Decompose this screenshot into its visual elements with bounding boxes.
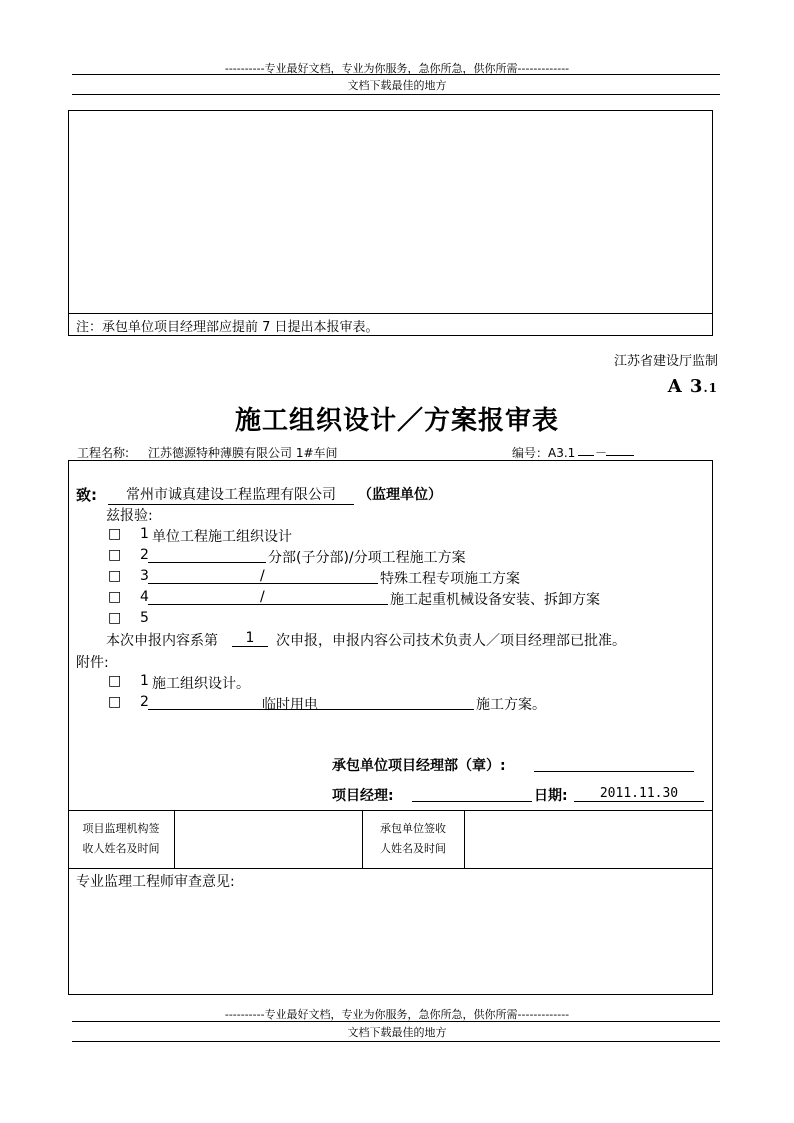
attachments-label: 附件: [76,655,109,671]
submit-intro: 兹报验: [106,508,153,524]
item-3-text: 特殊工程专项施工方案 [380,571,520,587]
attachment-1-checkbox[interactable]: □ [108,673,122,689]
report-line-prefix: 本次申报内容系第 [106,633,218,649]
item-1-checkbox[interactable]: □ [108,526,122,542]
item-4-number: 4 [140,589,149,605]
review-opinion-field[interactable] [69,892,712,992]
item-4-blank[interactable] [148,604,388,605]
item-5-checkbox[interactable]: □ [108,610,122,626]
form-title: 施工组织设计／方案报审表 [234,406,559,436]
form-number-dash: － [595,446,608,460]
supervision-unit: 常州市诚真建设工程监理有限公司 [108,484,354,505]
header-subtitle: 文档下载最佳的地方 [347,79,447,92]
attachment-1-number: 1 [140,673,149,689]
to-label: 致: [76,486,97,504]
attachment-2-checkbox[interactable]: □ [108,694,122,710]
form-number-blank-2[interactable] [606,455,634,456]
item-1-text: 单位工程施工组织设计 [152,529,292,545]
item-4-separator: / [260,589,265,605]
supervising-agency: 江苏省建设厅监制 [613,354,718,369]
review-label: 专业监理工程师审查意见: [76,874,235,890]
attachment-2-text: 施工方案。 [476,697,546,713]
footer-subtitle: 文档下载最佳的地方 [347,1026,447,1039]
project-name: 江苏德源特种薄膜有限公司 1#车间 [148,446,338,460]
previous-form-divider [68,313,713,314]
project-manager-signature-line[interactable] [412,801,532,802]
contractor-receipt-field[interactable] [465,811,712,867]
project-name-label: 工程名称: [77,446,130,460]
supervisor-receipt-field[interactable] [175,811,361,867]
receipt-row-bottom [68,868,713,869]
item-5-number: 5 [140,610,149,626]
footer-rule [72,1021,720,1022]
attachment-2-fill: 临时用电 [262,697,318,713]
submission-note: 注：承包单位项目经理部应提前 7 日提出本报审表。 [76,320,379,335]
item-1-number: 1 [140,526,149,542]
supervision-unit-suffix: （监理单位） [358,487,442,503]
report-line-suffix: 次申报，申报内容公司技术负责人／项目经理部已批准。 [276,633,626,649]
item-2-number: 2 [140,547,149,563]
supervisor-receipt-label: 项目监理机构签 收人姓名及时间 [82,822,160,855]
item-3-checkbox[interactable]: □ [108,568,122,584]
item-3-number: 3 [140,568,149,584]
contractor-dept-label: 承包单位项目经理部（章）: [332,758,506,774]
contractor-receipt-label: 承包单位签收 人姓名及时间 [380,822,446,855]
previous-form-box [68,110,713,336]
header-slogan: ----------专业最好文档，专业为你服务，急你所急，供你所需------------- [224,62,570,75]
form-number-blank-1[interactable] [578,455,594,456]
project-manager-label: 项目经理: [332,788,394,804]
item-3-separator: / [260,568,265,584]
date-value: 2011.11.30 [574,786,704,802]
item-4-text: 施工起重机械设备安装、拆卸方案 [390,592,600,608]
header-rule-bottom [72,94,720,95]
item-4-checkbox[interactable]: □ [108,589,122,605]
attachment-2-number: 2 [140,694,149,710]
report-count: 1 [232,630,268,647]
form-code: A 3.1 [667,376,718,397]
item-2-blank[interactable] [148,562,266,563]
item-2-checkbox[interactable]: □ [108,547,122,563]
header-rule [72,74,720,75]
item-2-text: 分部(子分部)/分项工程施工方案 [268,550,466,566]
contractor-dept-signature-line[interactable] [534,771,694,772]
attachment-1-text: 施工组织设计。 [152,676,250,692]
date-label: 日期: [534,788,568,804]
footer-rule-bottom [72,1041,720,1042]
form-number-label: 编号：A3.1 [512,446,576,460]
footer-slogan: ----------专业最好文档，专业为你服务，急你所急，供你所需------------- [224,1008,570,1021]
